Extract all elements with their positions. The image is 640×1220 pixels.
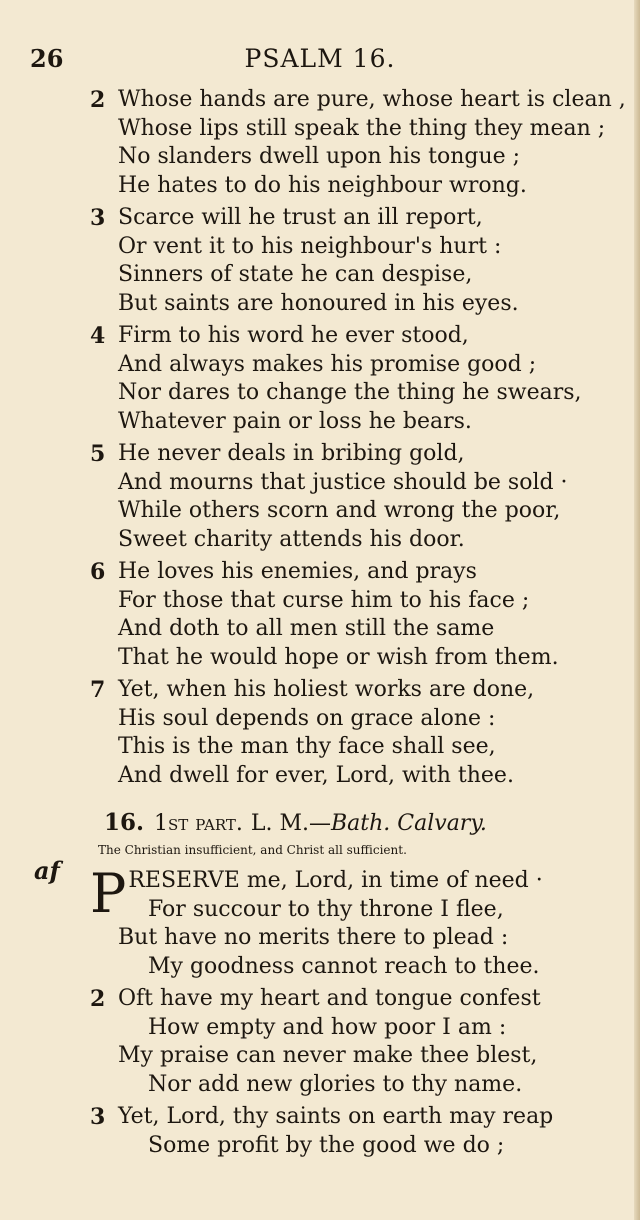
verse-line: Sinners of state he can despise, [118,262,473,287]
stanza-number: 4 [90,323,106,349]
verse-line: And doth to all men still the same [118,616,495,641]
verse-line: But saints are honoured in his eyes. [118,290,519,316]
verse-line: For succour to thy throne I flee, [148,896,504,922]
verse-line: And mourns that justice should be sold · [118,469,568,495]
verse-line: 6 He loves his enemies, and prays [90,559,477,585]
verse-line: That he would hope or wish from them. [118,644,559,670]
verse-line: My praise can never make thee blest, [118,1043,538,1068]
verse-line: His soul depends on grace alone : [118,705,496,731]
verse-line: While others scorn and wrong the poor, [118,498,561,523]
stanza-number: 2 [90,87,106,113]
hymn-heading [90,808,620,839]
hymn-subtitle: The Christian insufficient, and Christ all sufficient. [98,843,407,857]
verse-line: 2 Oft have my heart and tongue confest [90,986,541,1012]
verse-line: But have no merits there to plead : [118,925,509,950]
drop-cap: P [90,862,127,925]
stanza-2 [90,86,626,200]
running-head: PSALM 16. [244,44,396,73]
stanza-5 [90,440,620,554]
psalm-text [90,86,626,1164]
verse-line: 5 He never deals in bribing gold, [90,441,465,467]
verse-line: Nor add new glories to thy name. [148,1071,523,1097]
verse-line: For those that curse him to his face ; [118,587,530,613]
hymn-stanza-2 [90,985,620,1099]
stanza-number: 3 [90,205,106,231]
margin-annotation: af [34,856,60,885]
hymn-number: 16. [104,809,145,836]
stanza-number: 3 [90,1104,106,1130]
page-header [30,44,610,84]
hymn-part: 1st part. [154,811,243,836]
hymn-stanza-1 [90,862,620,981]
verse-line: This is the man thy face shall see, [118,734,496,759]
hymn-meter: L. M.— [250,811,331,836]
stanza-number: 7 [90,677,106,703]
stanza-number: 5 [90,441,106,467]
verse-line: No slanders dwell upon his tongue ; [118,144,521,169]
page-edge [634,0,640,1220]
verse-line: PRESERVE me, Lord, in time of need · [90,862,543,925]
stanza-3 [90,204,620,318]
verse-line: He hates to do his neighbour wrong. [118,172,527,198]
verse-line: Whose lips still speak the thing they mean ; [118,115,606,141]
page-number: 26 [30,44,64,73]
stanza-4 [90,322,620,436]
verse-line: And dwell for ever, Lord, with thee. [118,762,514,788]
verse-line: Whatever pain or loss he bears. [118,408,472,434]
verse-line: 3 Yet, Lord, thy saints on earth may reap [90,1104,554,1130]
verse-line: Or vent it to his neighbour's hurt : [118,233,502,259]
stanza-number: 6 [90,559,106,585]
verse-line: Some profit by the good we do ; [148,1132,505,1158]
hymn-stanza-3 [90,1103,620,1160]
verse-line: 3 Scarce will he trust an ill report, [90,205,483,231]
stanza-7 [90,676,620,790]
stanza-number: 2 [90,986,106,1012]
verse-line: And always makes his promise good ; [118,351,537,377]
verse-line: 2 Whose hands are pure, whose heart is clean , [90,87,626,113]
verse-line: 7 Yet, when his holiest works are done, [90,677,535,703]
verse-line: 4 Firm to his word he ever stood, [90,323,469,349]
hymn-tunes: Bath. Calvary. [331,811,487,836]
verse-line: How empty and how poor I am : [148,1014,507,1040]
verse-line: Sweet charity attends his door. [118,526,465,552]
verse-line: Nor dares to change the thing he swears, [118,380,582,405]
stanza-6 [90,558,620,672]
verse-line: My goodness cannot reach to thee. [148,953,540,979]
